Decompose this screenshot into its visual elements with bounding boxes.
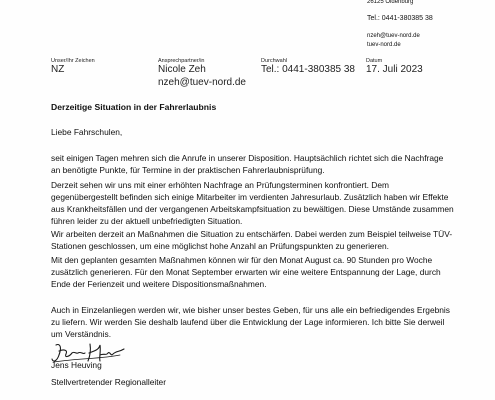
letterhead-tel: Tel.: 0441-380385 38: [367, 15, 433, 22]
letterhead-address: 26125 Oldenburg: [367, 0, 414, 5]
paragraph-2: [51, 179, 471, 227]
our-ref-value: NZ: [51, 64, 65, 75]
our-ref-label: Unser/Ihr Zeichen: [51, 58, 95, 64]
letter-subject: Derzeitige Situation in der Fahrerlaubnis: [51, 102, 217, 112]
paragraph-1: [51, 152, 471, 176]
direct-label: Durchwahl: [261, 58, 287, 64]
paragraph-line: gegenübergestellt befinden sich einige Mitarbeiter im verdienten Jahresurlaub. Zusätzlich haben wir Effekte: [51, 192, 449, 202]
letterhead-web: tuev-nord.de: [367, 42, 401, 48]
paragraph-4: [51, 254, 471, 290]
signatory-title: Stellvertretender Regionalleiter: [51, 377, 166, 387]
contact-name: Nicole Zeh: [158, 64, 206, 75]
date-label: Datum: [366, 58, 383, 64]
paragraph-3: [51, 228, 471, 252]
paragraph-line: Auch in Einzelanliegen werden wir, wie bisher unser bestes Geben, für uns alle ein befriedigendes Ergebnis: [51, 305, 450, 315]
paragraph-line: Derzeit sehen wir uns mit einer erhöhten Nachfrage an Prüfungsterminen konfrontiert. Dem: [51, 180, 389, 190]
paragraph-line: aus Krankheitsfällen und der vergangenen Arbeitskampfsituation zu bewältigen. Diese Umstände zusammen: [51, 204, 454, 214]
paragraph-line: Stationen geschlossen, um eine möglichst hohe Anzahl an Prüfungspunkten zu generieren.: [51, 241, 390, 251]
date-value: 17. Juli 2023: [366, 64, 423, 75]
paragraph-line: Mit den geplanten gesamten Maßnahmen können wir für den Monat August ca. 90 Stunden pro Woche: [51, 255, 433, 265]
paragraph-line: führen leider zu der aktuell unbefriedigten Situation.: [51, 216, 243, 226]
paragraph-line: seit einigen Tagen mehren sich die Anrufe in unserer Disposition. Hauptsächlich richtet sich die Nachfrage: [51, 153, 444, 163]
salutation: Liebe Fahrschulen,: [51, 127, 123, 137]
paragraph-line: um Verständnis.: [51, 329, 112, 339]
paragraph-line: zusätzlich generieren. Für den Monat September erwarten wir eine weitere Entspannung der Lage, durch: [51, 267, 441, 277]
paragraph-line: Wir arbeiten derzeit an Maßnahmen die Situation zu entschärfen. Dabei werden zum Beispiel teilweise TÜV-: [51, 229, 453, 239]
signatory-name: Jens Heuving: [51, 360, 102, 370]
contact-email: nzeh@tuev-nord.de: [158, 77, 246, 88]
paragraph-line: an benötigte Punkte, für Termine in der praktischen Fahrerlaubnisprüfung.: [51, 165, 325, 175]
paragraph-line: Ende der Ferienzeit und weitere Dispositionsmaßnahmen.: [51, 279, 267, 289]
direct-value: Tel.: 0441-380385 38: [261, 64, 355, 75]
contact-label: Ansprechpartner/in: [158, 58, 205, 64]
paragraph-5: [51, 304, 471, 340]
letterhead-email: nzeh@tuev-nord.de: [367, 33, 420, 39]
paragraph-line: zu liefern. Wir werden Sie deshalb laufend über die Entwicklung der Lage informieren. Ich bitte Sie derweil: [51, 317, 445, 327]
